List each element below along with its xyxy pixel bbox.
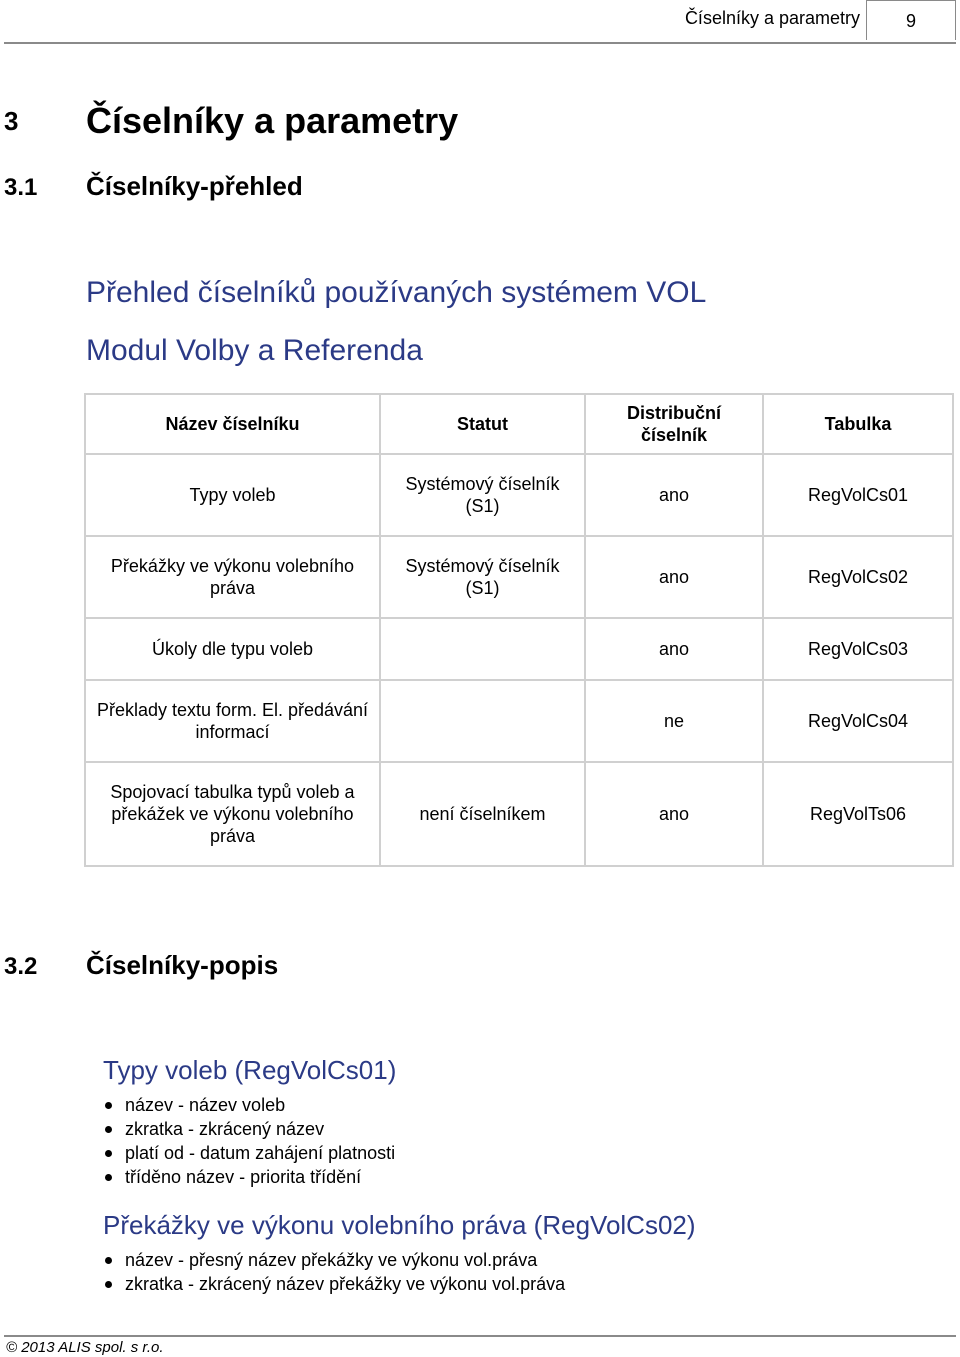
overview-title: Přehled číselníků používaných systémem VOL <box>86 276 707 309</box>
table-cell <box>380 618 585 680</box>
list-item <box>103 1272 565 1296</box>
bullet-icon <box>105 1257 112 1264</box>
column-header: Statut <box>380 394 585 454</box>
list-item-text: název - přesný název překážky ve výkonu vol.práva <box>125 1250 538 1270</box>
list-item <box>103 1093 395 1117</box>
table-cell: ano <box>585 454 763 536</box>
bullet-icon <box>105 1174 112 1181</box>
table-row <box>85 680 953 762</box>
footer-divider <box>4 1335 956 1337</box>
table-cell: Typy voleb <box>85 454 380 536</box>
running-header <box>4 0 956 44</box>
table-cell: Systémový číselník (S1) <box>380 536 585 618</box>
table-cell: RegVolCs04 <box>763 680 953 762</box>
bullet-icon <box>105 1126 112 1133</box>
page-number: 9 <box>866 0 956 40</box>
bullet-icon <box>105 1150 112 1157</box>
bullet-icon <box>105 1102 112 1109</box>
module-title: Modul Volby a Referenda <box>86 334 423 367</box>
bullet-list <box>103 1093 395 1189</box>
table-row <box>85 536 953 618</box>
table-row <box>85 618 953 680</box>
subsection-title: Typy voleb (RegVolCs01) <box>103 1055 397 1085</box>
list-item-text: zkratka - zkrácený název překážky ve výkonu vol.práva <box>125 1274 566 1294</box>
column-header: Název číselníku <box>85 394 380 454</box>
column-header: Distribuční číselník <box>585 394 763 454</box>
section-title: Číselníky-přehled <box>86 171 303 201</box>
column-header: Tabulka <box>763 394 953 454</box>
running-title: Číselníky a parametry <box>684 8 860 28</box>
chapter-number: 3 <box>4 106 19 136</box>
table-header-row <box>85 394 953 454</box>
bullet-icon <box>105 1281 112 1288</box>
table-cell: ano <box>585 762 763 866</box>
table-cell: ne <box>585 680 763 762</box>
section-number: 3.1 <box>4 174 38 201</box>
table-cell: Překážky ve výkonu volebního práva <box>85 536 380 618</box>
section-title: Číselníky-popis <box>86 950 279 980</box>
subsection-title: Překážky ve výkonu volebního práva (RegVolCs02) <box>103 1210 696 1240</box>
footer-copyright: © 2013 ALIS spol. s r.o. <box>6 1339 164 1356</box>
table-cell: RegVolTs06 <box>763 762 953 866</box>
list-item-text: název - název voleb <box>125 1095 286 1115</box>
list-item <box>103 1248 565 1272</box>
table-row <box>85 762 953 866</box>
table-cell: Překlady textu form. El. předávání informací <box>85 680 380 762</box>
table-cell: Spojovací tabulka typů voleb a překážek ve výkonu volebního práva <box>85 762 380 866</box>
list-item-text: tříděno název - priorita třídění <box>125 1167 362 1187</box>
codelist-table <box>84 393 954 867</box>
chapter-title: Číselníky a parametry <box>86 100 459 141</box>
table-cell: ano <box>585 536 763 618</box>
table-cell: není číselníkem <box>380 762 585 866</box>
bullet-list <box>103 1248 565 1296</box>
table-cell <box>380 680 585 762</box>
table-cell: RegVolCs03 <box>763 618 953 680</box>
list-item <box>103 1141 395 1165</box>
list-item <box>103 1165 395 1189</box>
list-item-text: zkratka - zkrácený název <box>125 1119 325 1139</box>
table-cell: ano <box>585 618 763 680</box>
table-row <box>85 454 953 536</box>
table-cell: RegVolCs02 <box>763 536 953 618</box>
list-item-text: platí od - datum zahájení platnosti <box>125 1143 396 1163</box>
list-item <box>103 1117 395 1141</box>
table-cell: RegVolCs01 <box>763 454 953 536</box>
table-cell: Systémový číselník (S1) <box>380 454 585 536</box>
table-cell: Úkoly dle typu voleb <box>85 618 380 680</box>
section-number: 3.2 <box>4 953 38 980</box>
